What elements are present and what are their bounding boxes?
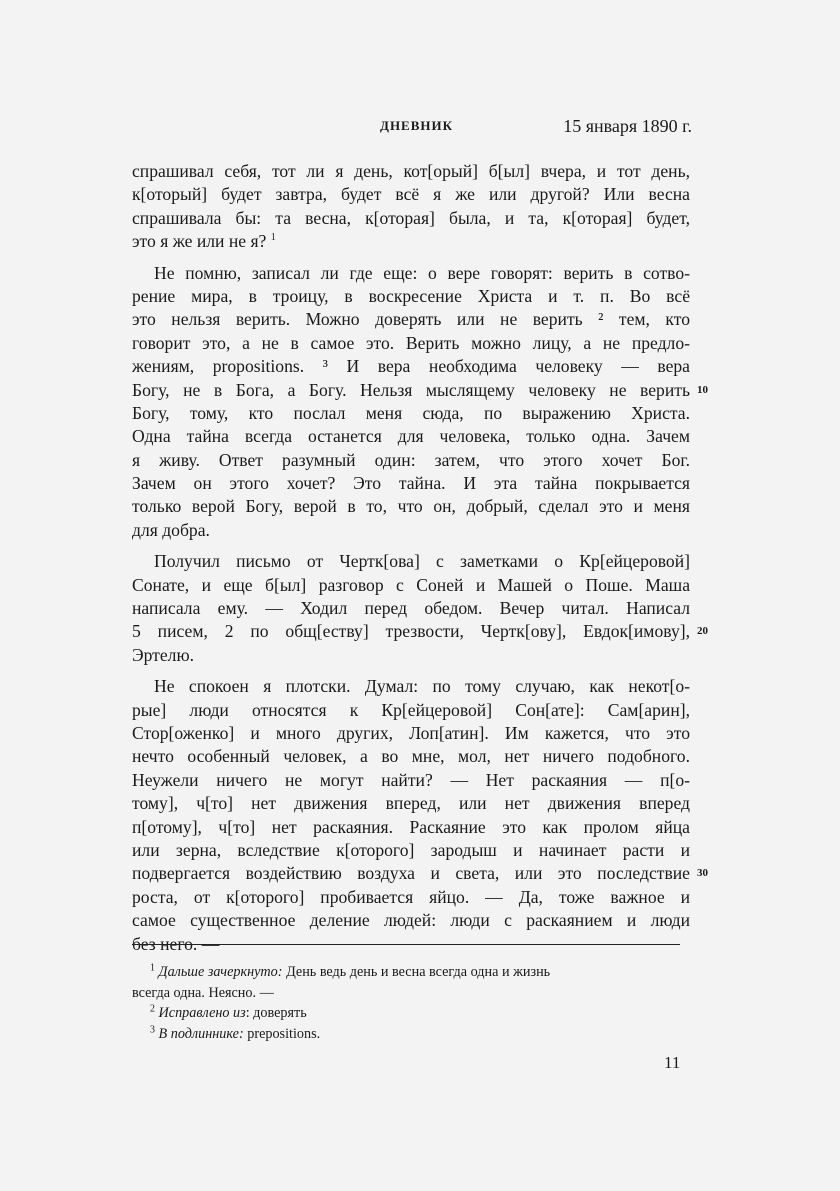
paragraph-gap [132,667,690,675]
body-text [132,160,690,956]
text-line: рение мира, в троицу, в воскресение Христа и т. п. Во всё [132,285,690,306]
footnote-1-mark: 1 [150,962,155,974]
running-date: 15 января 1890 г. [563,116,692,136]
footnote-ref: 1 [270,232,276,244]
text-line: роста, от к[оторого] пробивается яйцо. — Да, тоже важное и [132,886,690,907]
text-line: для добра. [132,519,210,540]
text-line: подвергается воздействию воздуха и света, или это последствие [132,863,690,884]
text-line: Сонате, и еще б[ыл] разговор с Соней и Машей о Поше. Маша [132,574,690,595]
text-line: только верой Богу, верой в то, что он, добрый, сделал это и меня [132,496,690,517]
footnote-3 [132,1024,690,1045]
text-line: написала ему. — Ходил перед обедом. Вечер читал. Написал [132,598,690,619]
text-line: я живу. Ответ разумный один: затем, что этого хочет Бог. [132,449,690,470]
text-line: говорит это, а не в самое это. Верить можно лицу, а не предло- [132,332,690,353]
text-line: Эртелю. [132,644,194,665]
footnote-2-label: Исправлено из [158,1005,246,1021]
text-line: 5 писем, 2 по общ[еству] трезвости, Чертк[ову], Евдок[имову], [132,621,690,642]
text-line: спрашивал себя, тот ли я день, кот[орый] б[ыл] вчера, и тот день, [132,161,690,181]
text-line: без него. — [132,933,220,954]
text-line: Стор[оженко] и много других, Лоп[атин]. Им кажется, что это [132,722,690,743]
text-line: Богу, тому, кто послал меня сюда, по выражению Христа. [132,402,690,423]
running-title: ДНЕВНИК [380,118,454,133]
footnote-3-label: В подлиннике: [158,1025,244,1042]
footnote-1-continuation: всегда одна. Неясно. — [132,984,274,1001]
footnote-3-mark: 3 [150,1023,155,1035]
footnote-1-label: Дальше зачеркнуто: [158,964,283,980]
footnote-1-text: День ведь день и весна всегда одна и жизнь [286,964,551,980]
text-line: п[отому], ч[то] нет раскаяния. Раскаяние это как пролом яйца [132,816,690,837]
text-line: это я же или не я? $^1$ [132,231,276,252]
text-line: к[оторый] будет завтра, будет всё я же или другой? Или весна [132,184,690,205]
line-number-10: 10 [697,384,708,396]
page-number: 11 [664,1053,681,1072]
running-header [380,116,692,138]
text-line: спрашивала бы: та весна, к[оторая] была, и та, к[оторая] будет, [132,207,690,228]
text-line: это нельзя верить. Можно доверять или не верить ² тем, кто [132,309,690,330]
footnote-2-mark: 2 [150,1003,155,1015]
text-line: жениям, propositions. ³ И вера необходима человеку — вера [132,356,690,377]
text-line: самое существенное деление людей: люди с раскаянием и люди [132,910,690,931]
text-line: рые] люди относятся к Кр[ейцеровой] Сон[ате]: Сам[арин], [132,699,690,720]
text-line: нечто особенный человек, а во мне, мол, нет ничего подобного. [132,746,690,767]
text-line: Не спокоен я плотски. Думал: по тому случаю, как некот[о- [154,676,690,697]
text-line: Зачем он этого хочет? Это тайна. И эта тайна покрывается [132,473,690,494]
text-line: Богу, не в Бога, а Богу. Нельзя мыслящему человеку не верить [132,379,690,400]
line-number-30: 30 [697,867,708,879]
paragraph-gap [132,542,690,550]
footnote-2-text: : доверять [245,1005,307,1021]
text-line: Получил письмо от Чертк[ова] с заметками о Кр[ейцеровой] [154,551,690,572]
footnote-1 [132,962,690,983]
footnote-2 [132,1003,690,1024]
footnote-3-text: prepositions. [247,1025,321,1042]
text-line: тому], ч[то] нет движения вперед, или нет движения вперед [132,793,690,814]
footnotes [132,962,690,1044]
footnote-divider [132,944,680,945]
paragraph-gap [132,254,690,262]
line-number-20: 20 [697,625,708,637]
text-line: или зерна, вследствие к[оторого] зародыш и начинает расти и [132,839,690,860]
text-line: Неужели ничего не могут найти? — Нет раскаяния — п[о- [132,769,690,790]
text-line: Одна тайна всегда останется для человека, только одна. Зачем [132,426,690,447]
text-line: Не помню, записал ли где еще: о вере говорят: верить в сотво- [154,262,690,283]
